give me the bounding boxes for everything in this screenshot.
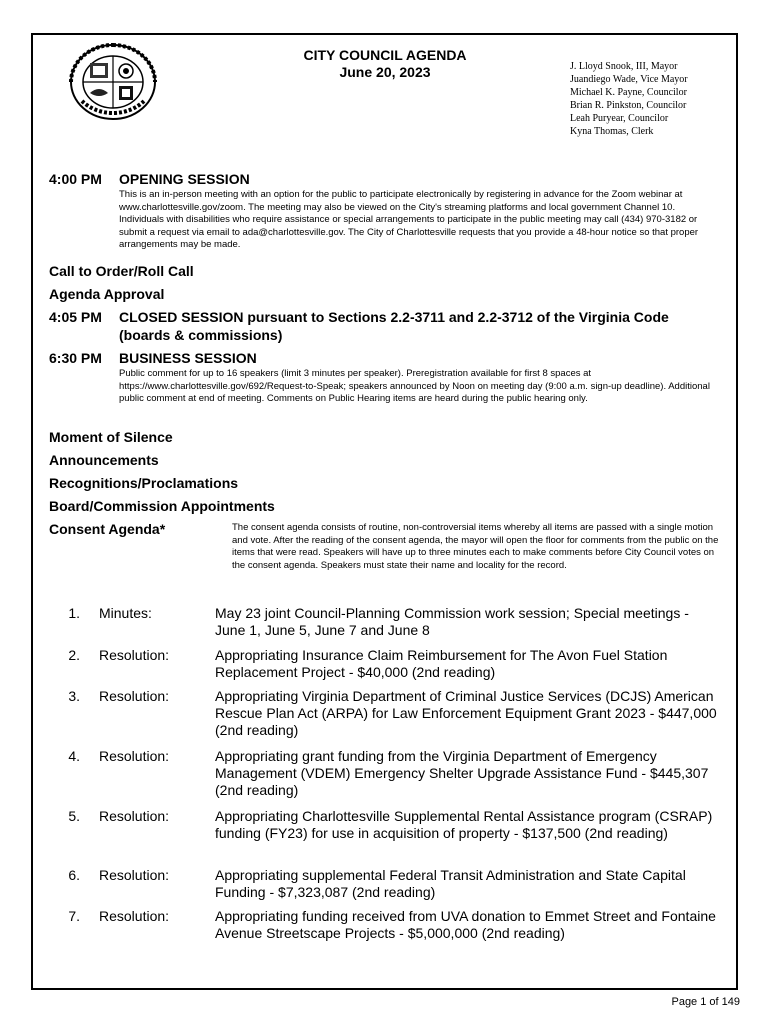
item-number: 3. — [68, 688, 80, 704]
item-kind: Resolution: — [99, 647, 170, 663]
opening-time: 4:00 PM — [49, 171, 102, 187]
item-description: May 23 joint Council-Planning Commission work session; Special meetings - June 1, June 5, June 7 and June 8 — [215, 605, 689, 638]
item-kind: Resolution: — [99, 808, 170, 824]
item-number: 6. — [68, 867, 80, 883]
closed-title-continued: (boards & commissions) — [119, 327, 283, 343]
business-note: Public comment for up to 16 speakers (limit 3 minutes per speaker). Preregistration available for first 8 spaces at https://www.charlottesville.gov/692/Request-to-Speak; speakers announced by Noon on meeting day (9:00 a.m. sign-up deadline). Additional public comment at end of meeting. Comments on Public Hearing items are heard during the public hearing only. — [119, 368, 710, 404]
council-member: Brian R. Pinkston, Councilor — [570, 100, 687, 111]
council-member: Kyna Thomas, Clerk — [570, 126, 654, 137]
item-description: Appropriating Insurance Claim Reimbursement for The Avon Fuel Station Replacement Project - $40,000 (2nd reading) — [215, 647, 668, 680]
council-member: J. Lloyd Snook, III, Mayor — [570, 61, 678, 72]
opening-title: OPENING SESSION — [119, 171, 250, 187]
closed-session-heading — [49, 308, 669, 326]
item-description: Appropriating Virginia Department of Criminal Justice Services (DCJS) American Rescue Plan Act (ARPA) for Law Enforcement Equipment Grant 2023 - $447,000 (2nd reading) — [215, 688, 717, 738]
item-number: 1. — [68, 605, 80, 621]
item-description: Appropriating Charlottesville Supplemental Rental Assistance program (CSRAP) funding (FY23) for use in acquisition of property - $137,500 (2nd reading) — [215, 808, 713, 841]
item-kind: Resolution: — [99, 688, 170, 704]
item-number: 4. — [68, 748, 80, 764]
page-number: Page 1 of 149 — [671, 996, 740, 1008]
business-session-heading — [49, 349, 257, 367]
item-kind: Minutes: — [99, 605, 152, 621]
call-to-order: Call to Order/Roll Call — [49, 263, 194, 279]
business-title: BUSINESS SESSION — [119, 350, 257, 366]
item-kind: Resolution: — [99, 908, 170, 924]
board-appointments: Board/Commission Appointments — [49, 498, 275, 514]
item-number: 7. — [68, 908, 80, 924]
item-description: Appropriating funding received from UVA donation to Emmet Street and Fontaine Avenue Streetscape Projects - $5,000,000 (2nd reading) — [215, 908, 716, 941]
council-member: Leah Puryear, Councilor — [570, 113, 669, 124]
city-seal-logo — [68, 43, 158, 121]
closed-title: CLOSED SESSION pursuant to Sections 2.2-3711 and 2.2-3712 of the Virginia Code — [119, 309, 669, 325]
consent-agenda-label: Consent Agenda* — [49, 521, 166, 537]
opening-session-heading — [49, 170, 250, 188]
item-kind: Resolution: — [99, 867, 170, 883]
recognitions: Recognitions/Proclamations — [49, 475, 239, 491]
item-number: 5. — [68, 808, 80, 824]
agenda-approval: Agenda Approval — [49, 286, 165, 302]
item-description: Appropriating supplemental Federal Transit Administration and State Capital Funding - $7,323,087 (2nd reading) — [215, 867, 686, 900]
council-member: Michael K. Payne, Councilor — [570, 87, 687, 98]
agenda-date: June 20, 2023 — [339, 64, 431, 80]
opening-note: This is an in-person meeting with an option for the public to participate electronically by registering in advance for the Zoom webinar at www.charlottesville.gov/zoom. The meeting may also be viewed on the City's streaming platforms and local government Channel 10. Individuals with disabilities who require assistance or special arrangements to participate in the public meeting may call (434) 970-3182 or submit a request via email to ada@charlottesville.gov. The City of Charlottesville requests that you provide a 48-hour notice so that proper arrangements may be made. — [119, 189, 699, 250]
item-description: Appropriating grant funding from the Virginia Department of Emergency Management (VDEM) Emergency Shelter Upgrade Assistance Fund - $445,307 (2nd reading) — [215, 748, 709, 798]
closed-time: 4:05 PM — [49, 309, 102, 325]
agenda-title: CITY COUNCIL AGENDA — [303, 47, 467, 63]
announcements: Announcements — [49, 452, 159, 468]
moment-of-silence: Moment of Silence — [49, 429, 173, 445]
council-member: Juandiego Wade, Vice Mayor — [570, 74, 688, 85]
agenda-header — [260, 47, 510, 81]
item-kind: Resolution: — [99, 748, 170, 764]
council-members — [570, 60, 740, 138]
business-time: 6:30 PM — [49, 350, 102, 366]
item-number: 2. — [68, 647, 80, 663]
consent-agenda-note: The consent agenda consists of routine, non-controversial items whereby all items are passed with a single motion and vote. After the reading of the consent agenda, the mayor will open the floor for comments from the public on the items that were read. Speakers will have up to three minutes each to make comments before City Council votes on the consent agenda. Speakers must state their name and locality for the record. — [232, 522, 719, 571]
